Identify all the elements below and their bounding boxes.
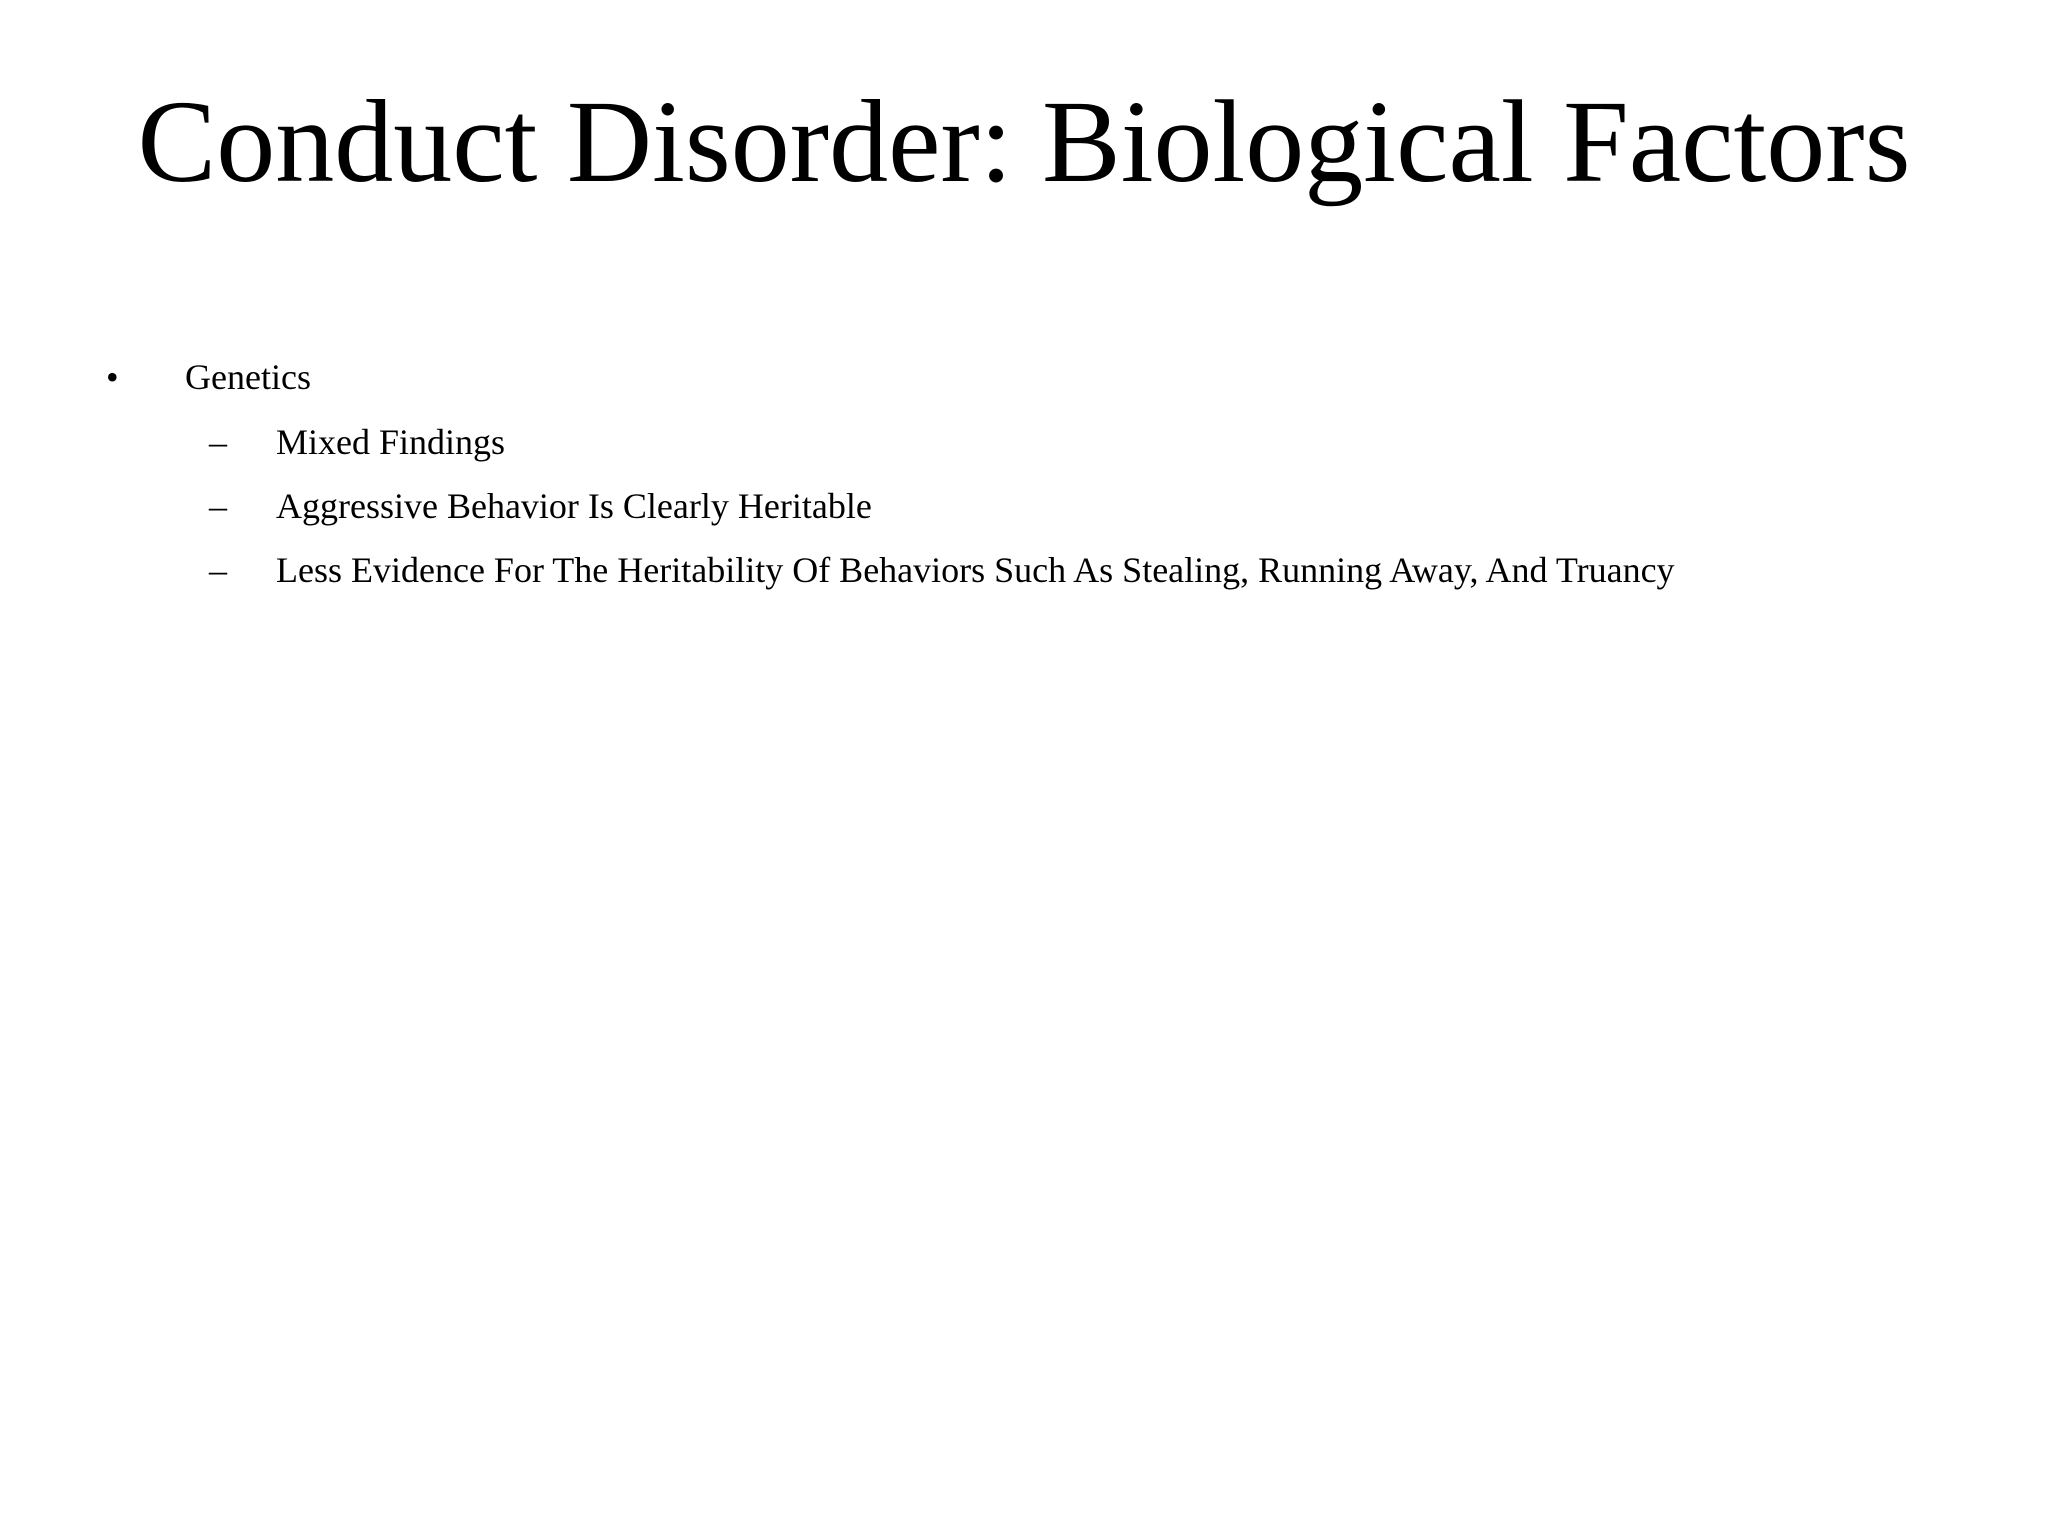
dash-icon: – xyxy=(209,550,227,590)
sub-bullet-text: Mixed Findings xyxy=(276,422,506,462)
slide-title: Conduct Disorder: Biological Factors xyxy=(137,76,1911,207)
dash-icon: – xyxy=(209,486,227,526)
sub-bullet-text: Less Evidence For The Heritability Of Behaviors Such As Stealing, Running Away, And Truancy xyxy=(276,550,1675,590)
bullet-dot-icon: • xyxy=(106,357,119,397)
bullet-text: Genetics xyxy=(185,357,311,397)
sub-bullet-text: Aggressive Behavior Is Clearly Heritable xyxy=(276,486,872,526)
dash-icon: – xyxy=(209,422,227,462)
